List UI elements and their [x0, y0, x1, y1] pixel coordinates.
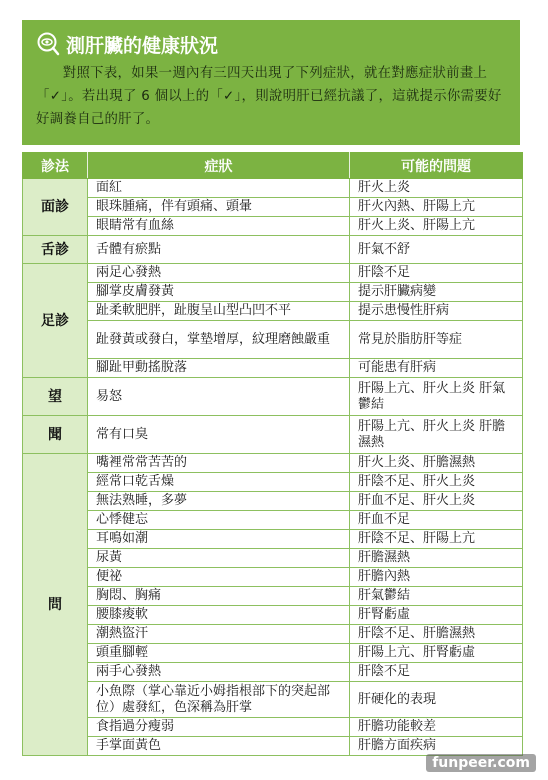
column-header-symptom: 症狀 [88, 153, 350, 179]
method-cell: 望 [23, 378, 88, 416]
problem-cell: 肝火上炎、肝膽濕熱 [350, 454, 523, 473]
method-cell: 面診 [23, 179, 88, 236]
method-cell: 問 [23, 454, 88, 756]
method-cell: 足診 [23, 264, 88, 378]
table-row [23, 359, 523, 378]
page-title: 測肝臟的健康狀況 [66, 34, 219, 57]
symptom-cell: 手掌面黃色 [88, 737, 350, 756]
table-row [23, 236, 523, 264]
problem-cell: 肝膽濕熱 [350, 549, 523, 568]
table-row [23, 321, 523, 359]
column-header-problem: 可能的問題 [350, 153, 523, 179]
symptom-cell: 經常口乾舌燥 [88, 473, 350, 492]
symptom-cell: 兩足心發熱 [88, 264, 350, 283]
problem-cell: 肝膽內熱 [350, 568, 523, 587]
table-row [23, 625, 523, 644]
symptom-cell: 眼睛常有血絲 [88, 217, 350, 236]
table-row [23, 217, 523, 236]
problem-cell: 可能患有肝病 [350, 359, 523, 378]
table-row [23, 264, 523, 283]
header-description: 對照下表，如果一週內有三四天出現了下列症狀，就在對應症狀前畫上「✓」。若出現了 6 個以上的「✓」，則說明肝已經抗議了，這就提示你需要好好調養自己的肝了。 [36, 66, 502, 127]
symptom-cell: 腳掌皮膚發黃 [88, 283, 350, 302]
problem-cell: 肝陰不足 [350, 264, 523, 283]
problem-cell: 肝膽功能較差 [350, 718, 523, 737]
problem-cell: 常見於脂肪肝等症 [350, 321, 523, 359]
table-row [23, 302, 523, 321]
symptom-cell: 兩手心發熱 [88, 663, 350, 682]
table-row [23, 587, 523, 606]
symptom-cell: 小魚際（掌心靠近小姆指根部下的突起部位）處發紅，色深稱為肝掌 [88, 682, 350, 718]
problem-cell: 肝陽上亢、肝火上炎 肝膽濕熱 [350, 416, 523, 454]
problem-cell: 肝氣鬱結 [350, 587, 523, 606]
symptom-cell: 舌體有瘀點 [88, 236, 350, 264]
problem-cell: 肝火內熱、肝陽上亢 [350, 198, 523, 217]
table-header-row [23, 153, 523, 179]
symptom-cell: 心悸健忘 [88, 511, 350, 530]
table-row [23, 378, 523, 416]
symptom-cell: 眼珠腫痛，伴有頭痛、頭暈 [88, 198, 350, 217]
symptom-table [22, 152, 523, 756]
problem-cell: 肝血不足 [350, 511, 523, 530]
symptom-cell: 面紅 [88, 179, 350, 198]
table-row [23, 682, 523, 718]
table-row [23, 492, 523, 511]
watermark: funpeer.com [426, 754, 536, 772]
symptom-cell: 胸悶、胸痛 [88, 587, 350, 606]
problem-cell: 肝氣不舒 [350, 236, 523, 264]
method-cell: 聞 [23, 416, 88, 454]
column-header-method: 診法 [23, 153, 88, 179]
problem-cell: 肝陽上亢、肝火上炎 肝氣鬱結 [350, 378, 523, 416]
table-row [23, 549, 523, 568]
problem-cell: 提示肝臟病變 [350, 283, 523, 302]
table-row [23, 454, 523, 473]
table-row [23, 663, 523, 682]
table-row [23, 568, 523, 587]
symptom-cell: 潮熱盜汗 [88, 625, 350, 644]
symptom-cell: 無法熟睡，多夢 [88, 492, 350, 511]
table-row [23, 644, 523, 663]
problem-cell: 肝陰不足 [350, 663, 523, 682]
problem-cell: 肝陰不足、肝火上炎 [350, 473, 523, 492]
table-row [23, 473, 523, 492]
symptom-table-wrapper [22, 152, 522, 756]
symptom-cell: 腳趾甲動搖脫落 [88, 359, 350, 378]
problem-cell: 肝陽上亢、肝腎虧虛 [350, 644, 523, 663]
problem-cell: 提示患慢性肝病 [350, 302, 523, 321]
header-panel [22, 20, 520, 145]
table-row [23, 737, 523, 756]
symptom-cell: 腰膝痠軟 [88, 606, 350, 625]
symptom-cell: 頭重腳輕 [88, 644, 350, 663]
problem-cell: 肝火上炎 [350, 179, 523, 198]
table-row [23, 511, 523, 530]
symptom-cell: 嘴裡常常苦苦的 [88, 454, 350, 473]
header-title-row [36, 28, 506, 60]
method-cell: 舌診 [23, 236, 88, 264]
problem-cell: 肝陰不足、肝陽上亢 [350, 530, 523, 549]
problem-cell: 肝血不足、肝火上炎 [350, 492, 523, 511]
table-row [23, 283, 523, 302]
table-row [23, 530, 523, 549]
symptom-cell: 趾柔軟肥胖，趾腹呈山型凸凹不平 [88, 302, 350, 321]
symptom-cell: 易怒 [88, 378, 350, 416]
symptom-cell: 食指過分瘦弱 [88, 718, 350, 737]
table-row [23, 179, 523, 198]
problem-cell: 肝陰不足、肝膽濕熱 [350, 625, 523, 644]
problem-cell: 肝腎虧虛 [350, 606, 523, 625]
problem-cell: 肝膽方面疾病 [350, 737, 523, 756]
problem-cell: 肝火上炎、肝陽上亢 [350, 217, 523, 236]
symptom-cell: 趾發黃或發白，掌墊增厚，紋理磨蝕嚴重 [88, 321, 350, 359]
table-row [23, 416, 523, 454]
symptom-cell: 耳鳴如潮 [88, 530, 350, 549]
eye-icon [36, 31, 62, 57]
symptom-cell: 常有口臭 [88, 416, 350, 454]
table-row [23, 198, 523, 217]
problem-cell: 肝硬化的表現 [350, 682, 523, 718]
symptom-cell: 便祕 [88, 568, 350, 587]
table-row [23, 718, 523, 737]
symptom-cell: 尿黃 [88, 549, 350, 568]
table-row [23, 606, 523, 625]
